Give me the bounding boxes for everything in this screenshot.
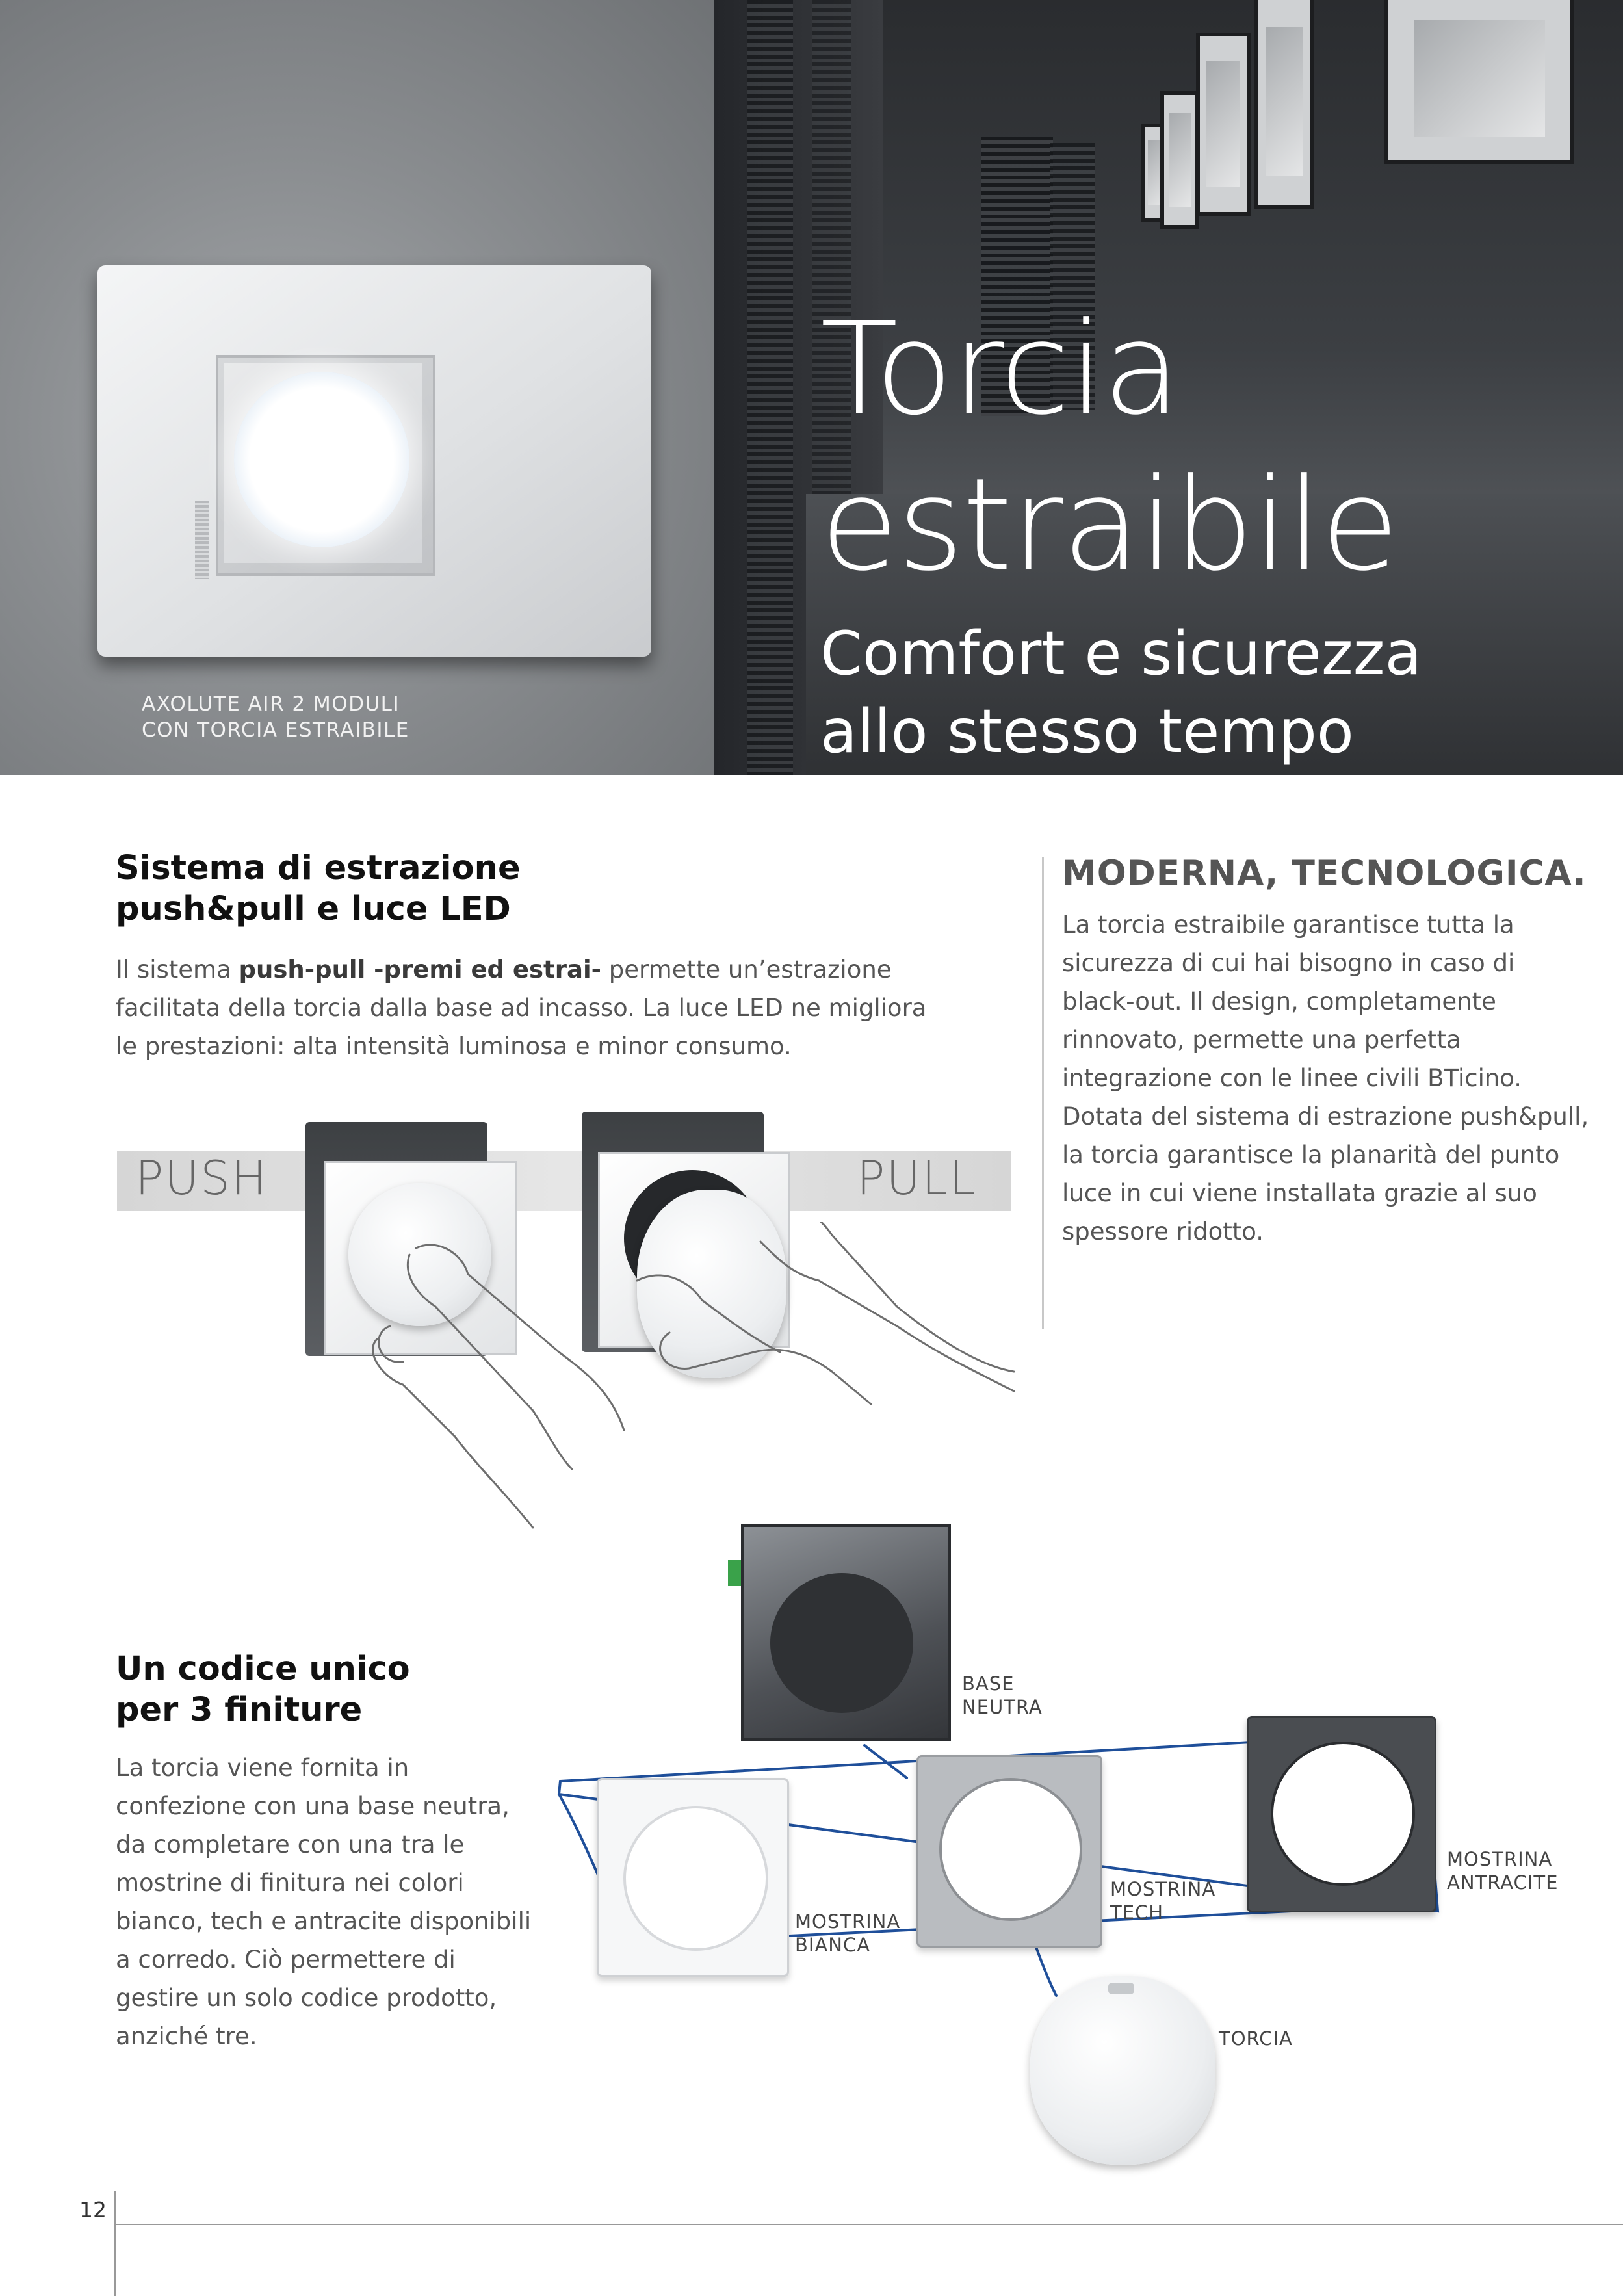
label-line: ANTRACITE bbox=[1447, 1872, 1559, 1894]
hero-banner bbox=[0, 0, 1623, 775]
mostrina-hole bbox=[939, 1778, 1082, 1921]
page-subtitle bbox=[820, 614, 1422, 770]
label-base-neutra bbox=[962, 1672, 1043, 1719]
picture-frame bbox=[1384, 0, 1574, 164]
pull-label: PULL bbox=[857, 1151, 977, 1205]
body-text: permette un’estrazione facilitata della torcia dalla base ad incasso. La luce LED ne migliora le prestazioni: alta intensità luminosa e minor consumo. bbox=[116, 956, 927, 1060]
page-number: 12 bbox=[79, 2197, 107, 2223]
push-hand-thumb bbox=[379, 1326, 403, 1362]
mostrina-antracite-image bbox=[1247, 1716, 1436, 1912]
heading-line: per 3 finiture bbox=[116, 1691, 363, 1729]
pull-hand-finger bbox=[780, 1222, 1014, 1372]
torcia-image bbox=[1030, 1976, 1215, 2165]
mostrina-hole bbox=[623, 1806, 768, 1951]
base-neutra-terminal bbox=[728, 1560, 741, 1586]
subtitle-line: Comfort e sicurezza bbox=[820, 618, 1422, 688]
subtitle-line: allo stesso tempo bbox=[820, 696, 1354, 766]
sidebar-body: La torcia estraibile garantisce tutta la sicurezza di cui hai bisogno in caso di black-out. Il design, completamente rinnovato, permette una perfetta integrazione con le linee civili BTicino. Dotata del sistema di estrazione push&pull, la torcia garantisce la planarità del punto luce in cui viene installata grazie al suo spessore ridotto. bbox=[1062, 911, 1589, 1246]
section-heading-finiture bbox=[116, 1649, 410, 1730]
page-title bbox=[820, 291, 1398, 603]
footer-vertical-rule bbox=[114, 2191, 116, 2296]
section-heading-pushpull bbox=[116, 848, 521, 930]
section-body-finiture: La torcia viene fornita in confezione con una base neutra, da completare con una tra le mostrine di finitura nei colori bianco, tech e antracite disponibili a corredo. Ciò permettere di gestire un solo codice prodotto, anziché tre. bbox=[116, 1754, 532, 2050]
push-hand-finger bbox=[408, 1255, 572, 1469]
pull-hand-finger bbox=[637, 1275, 702, 1300]
label-line: MOSTRINA bbox=[795, 1911, 901, 1933]
push-label: PUSH bbox=[135, 1151, 268, 1205]
mostrina-hole bbox=[1271, 1742, 1415, 1886]
body-text: Il sistema bbox=[116, 956, 239, 984]
mostrina-bianca-image bbox=[597, 1778, 789, 1977]
caption-line: CON TORCIA ESTRAIBILE bbox=[142, 718, 409, 742]
title-line: estraibile bbox=[820, 451, 1398, 599]
caption-line: AXOLUTE AIR 2 MODULI bbox=[142, 692, 400, 716]
torcia-slot bbox=[1108, 1983, 1134, 1994]
label-line: MOSTRINA bbox=[1447, 1848, 1553, 1870]
section-body-pushpull bbox=[116, 950, 941, 1065]
picture-frame bbox=[1160, 91, 1199, 229]
label-line: MOSTRINA bbox=[1110, 1878, 1216, 1900]
base-neutra-hole bbox=[770, 1573, 913, 1713]
label-line: NEUTRA bbox=[962, 1696, 1043, 1718]
label-torcia: TORCIA bbox=[1219, 2028, 1293, 2050]
label-mostrina-bianca bbox=[795, 1910, 900, 1957]
hand-illustrations bbox=[364, 1222, 1040, 1547]
label-line: BASE bbox=[962, 1673, 1015, 1695]
picture-frame bbox=[1196, 33, 1251, 216]
mostrina-tech-image bbox=[916, 1755, 1102, 1948]
title-line: Torcia bbox=[820, 295, 1180, 443]
column-divider bbox=[1042, 857, 1044, 1329]
pull-hand-finger bbox=[760, 1242, 1014, 1391]
heading-line: push&pull e luce LED bbox=[116, 890, 511, 928]
label-line: TECH bbox=[1110, 1901, 1164, 1924]
sidebar-heading: MODERNA, TECNOLOGICA. bbox=[1062, 854, 1587, 893]
pull-hand-knuckle bbox=[702, 1300, 780, 1352]
picture-frame bbox=[1254, 0, 1314, 209]
footer-horizontal-rule bbox=[114, 2224, 1623, 2225]
label-line: BIANCA bbox=[795, 1934, 871, 1956]
heading-line: Un codice unico bbox=[116, 1650, 410, 1688]
body-bold-text: push-pull -premi ed estrai- bbox=[239, 956, 601, 984]
heading-line: Sistema di estrazione bbox=[116, 849, 521, 887]
torch-light bbox=[234, 372, 409, 547]
window-blind bbox=[747, 0, 793, 775]
push-hand-palm bbox=[373, 1339, 533, 1528]
push-hand-finger bbox=[416, 1245, 624, 1430]
hero-caption bbox=[142, 691, 409, 743]
label-mostrina-antracite bbox=[1447, 1847, 1558, 1894]
bticino-logo bbox=[195, 501, 209, 579]
label-mostrina-tech bbox=[1110, 1877, 1215, 1924]
